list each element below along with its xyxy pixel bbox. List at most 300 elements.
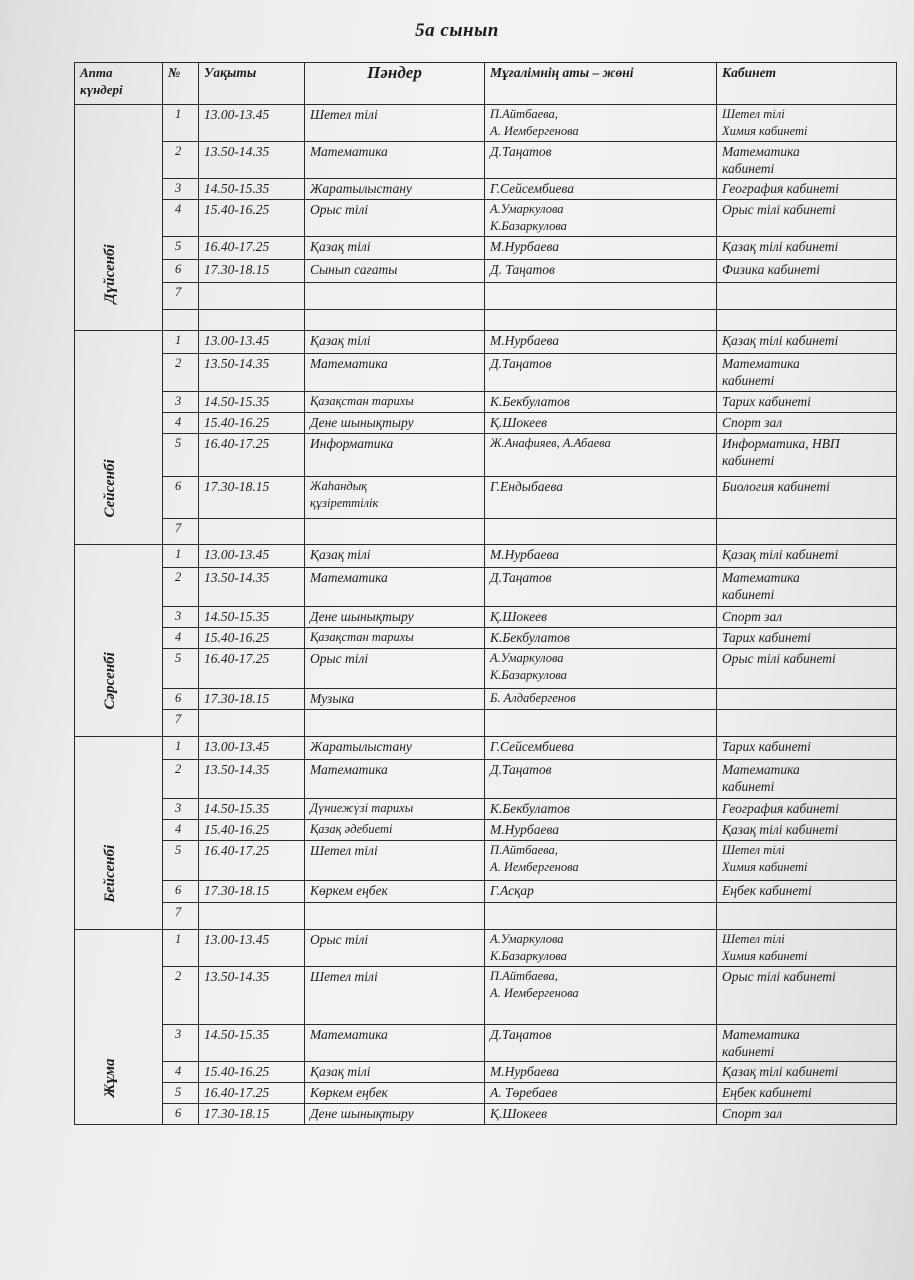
lesson-number-line: 2 [175, 969, 182, 983]
lesson-time-line: 17.30-18.15 [204, 479, 270, 494]
lesson-time [199, 237, 305, 260]
teacher-cell [485, 881, 717, 903]
day-label: Сейсенбі [101, 459, 118, 518]
table-row [75, 283, 897, 310]
subject-cell-line: Математика [310, 570, 388, 585]
lesson-number [163, 568, 199, 607]
teacher-cell-line: А.Умаркулова [490, 651, 564, 665]
teacher-cell-line: Д.Таңатов [490, 1027, 552, 1042]
lesson-time [199, 477, 305, 519]
lesson-time [199, 799, 305, 820]
teacher-cell [485, 799, 717, 820]
room-cell [717, 799, 897, 820]
subject-cell-line: Орыс тілі [310, 202, 369, 217]
room-cell-line: Орыс тілі кабинеті [722, 969, 836, 984]
room-cell-line: Орыс тілі кабинеті [722, 202, 836, 217]
teacher-cell [485, 545, 717, 568]
lesson-number [163, 607, 199, 628]
lesson-number [163, 967, 199, 1025]
lesson-time [199, 967, 305, 1025]
subject-cell [305, 237, 485, 260]
lesson-time-line: 13.00-13.45 [204, 739, 270, 754]
room-cell [717, 200, 897, 237]
teacher-cell-line: Қ.Шокеев [490, 1106, 547, 1121]
lesson-time [199, 545, 305, 568]
subject-cell [305, 930, 485, 967]
subject-cell [305, 903, 485, 930]
room-cell-line: Орыс тілі кабинеті [722, 651, 836, 666]
subject-cell [305, 392, 485, 413]
subject-cell-line: Шетел тілі [310, 107, 378, 122]
teacher-cell-line: П.Айтбаева, [490, 107, 558, 121]
lesson-number-line: 2 [175, 356, 182, 370]
day-label: Жұма [101, 1058, 118, 1098]
lesson-number [163, 200, 199, 237]
teacher-cell [485, 200, 717, 237]
table-row [75, 1083, 897, 1104]
subject-cell [305, 142, 485, 179]
table-row [75, 568, 897, 607]
lesson-number-line: 6 [175, 691, 182, 705]
subject-cell [305, 628, 485, 649]
room-cell-line: Тарих кабинеті [722, 630, 811, 645]
lesson-time-line: 16.40-17.25 [204, 843, 270, 858]
room-cell-line: Тарих кабинеті [722, 394, 811, 409]
lesson-number [163, 820, 199, 841]
teacher-cell-line: Г.Асқар [490, 883, 534, 898]
subject-cell [305, 841, 485, 881]
lesson-number [163, 260, 199, 283]
lesson-number-line: 4 [175, 822, 182, 836]
table-row [75, 607, 897, 628]
subject-cell-line: Қазақстан тарихы [310, 394, 414, 408]
lesson-time-line: 13.50-14.35 [204, 570, 270, 585]
subject-cell-line: Шетел тілі [310, 843, 378, 858]
lesson-time [199, 841, 305, 881]
teacher-cell [485, 413, 717, 434]
teacher-cell [485, 1025, 717, 1062]
subject-cell [305, 179, 485, 200]
subject-cell [305, 545, 485, 568]
lesson-time-line: 13.50-14.35 [204, 144, 270, 159]
header-num: № [163, 63, 199, 105]
subject-cell [305, 477, 485, 519]
lesson-number-line: 6 [175, 262, 182, 276]
room-cell-line: Спорт зал [722, 1106, 783, 1121]
room-cell [717, 1062, 897, 1083]
lesson-time-line: 13.00-13.45 [204, 932, 270, 947]
lesson-number [163, 283, 199, 310]
lesson-time [199, 392, 305, 413]
table-row [75, 820, 897, 841]
room-cell-line: Еңбек кабинеті [722, 1085, 812, 1100]
subject-cell-line: Орыс тілі [310, 932, 369, 947]
teacher-cell [485, 105, 717, 142]
subject-cell [305, 105, 485, 142]
room-cell-line: кабинеті [722, 587, 775, 602]
teacher-cell [485, 392, 717, 413]
lesson-number [163, 1083, 199, 1104]
lesson-time-line: 15.40-16.25 [204, 630, 270, 645]
lesson-number [163, 799, 199, 820]
table-row [75, 545, 897, 568]
lesson-number [163, 545, 199, 568]
room-cell [717, 710, 897, 737]
teacher-cell [485, 331, 717, 354]
table-row [75, 1104, 897, 1125]
table-row [75, 477, 897, 519]
lesson-time-line: 17.30-18.15 [204, 1106, 270, 1121]
lesson-time-line: 13.00-13.45 [204, 333, 270, 348]
day-label: Сәрсенбі [101, 652, 118, 710]
room-cell-line: Химия кабинеті [722, 860, 808, 874]
lesson-time-line: 17.30-18.15 [204, 262, 270, 277]
teacher-cell-line: П.Айтбаева, [490, 969, 558, 983]
header-subject: Пәндер [305, 63, 485, 105]
subject-cell [305, 689, 485, 710]
table-row [75, 799, 897, 820]
teacher-cell-line: М.Нурбаева [490, 1064, 559, 1079]
lesson-time-line: 13.50-14.35 [204, 762, 270, 777]
subject-cell [305, 1104, 485, 1125]
subject-cell-line: Математика [310, 1027, 388, 1042]
teacher-cell-line: А. Иембергенова [490, 986, 579, 1000]
lesson-time [199, 607, 305, 628]
teacher-cell [485, 237, 717, 260]
lesson-time [199, 628, 305, 649]
subject-cell [305, 710, 485, 737]
lesson-number-line: 6 [175, 479, 182, 493]
teacher-cell-line: Д.Таңатов [490, 144, 552, 159]
lesson-number-line: 5 [175, 239, 182, 253]
lesson-time [199, 710, 305, 737]
table-row [75, 310, 897, 331]
day-cell [75, 331, 163, 545]
lesson-number-line: 7 [175, 285, 182, 299]
subject-cell [305, 519, 485, 545]
teacher-cell [485, 737, 717, 760]
room-cell-line: кабинеті [722, 1044, 775, 1059]
lesson-number-line: 2 [175, 570, 182, 584]
subject-cell [305, 760, 485, 799]
room-cell [717, 737, 897, 760]
teacher-cell [485, 760, 717, 799]
room-cell-line: Тарих кабинеті [722, 739, 811, 754]
subject-cell-line: Сынып сағаты [310, 262, 398, 277]
lesson-time-line: 13.00-13.45 [204, 107, 270, 122]
lesson-time [199, 881, 305, 903]
lesson-time [199, 200, 305, 237]
subject-cell [305, 354, 485, 392]
room-cell [717, 628, 897, 649]
subject-cell [305, 200, 485, 237]
room-cell-line: Қазақ тілі кабинеті [722, 333, 839, 348]
day-cell [75, 105, 163, 331]
lesson-time-line: 15.40-16.25 [204, 822, 270, 837]
lesson-time-line: 14.50-15.35 [204, 394, 270, 409]
lesson-number [163, 628, 199, 649]
room-cell [717, 310, 897, 331]
lesson-time [199, 820, 305, 841]
lesson-time [199, 649, 305, 689]
room-cell-line: Биология кабинеті [722, 479, 830, 494]
lesson-time [199, 1083, 305, 1104]
teacher-cell [485, 967, 717, 1025]
table-row [75, 1062, 897, 1083]
lesson-time-line: 14.50-15.35 [204, 181, 270, 196]
subject-cell-line: Жаратылыстану [310, 181, 412, 196]
lesson-number-line: 1 [175, 333, 182, 347]
subject-cell-line: Қазақстан тарихы [310, 630, 414, 644]
teacher-cell [485, 477, 717, 519]
lesson-time [199, 179, 305, 200]
lesson-number [163, 105, 199, 142]
room-cell-line: Спорт зал [722, 609, 783, 624]
subject-cell [305, 967, 485, 1025]
table-row [75, 237, 897, 260]
subject-cell [305, 331, 485, 354]
room-cell-line: География кабинеті [722, 801, 839, 816]
subject-cell [305, 1025, 485, 1062]
room-cell [717, 392, 897, 413]
lesson-number [163, 649, 199, 689]
room-cell-line: Қазақ тілі кабинеті [722, 547, 839, 562]
subject-cell [305, 737, 485, 760]
teacher-cell-line: Г.Сейсембиева [490, 181, 575, 196]
header-days: Апта күндері [75, 63, 163, 105]
subject-cell-line: Қазақ тілі [310, 547, 371, 562]
room-cell [717, 568, 897, 607]
room-cell-line: кабинеті [722, 453, 775, 468]
lesson-number-line: 4 [175, 415, 182, 429]
lesson-time [199, 354, 305, 392]
table-row [75, 1025, 897, 1062]
lesson-time-line: 13.50-14.35 [204, 969, 270, 984]
subject-cell-line: құзіреттілік [310, 496, 379, 510]
lesson-time-line: 15.40-16.25 [204, 1064, 270, 1079]
lesson-number [163, 930, 199, 967]
room-cell [717, 689, 897, 710]
lesson-number-line: 4 [175, 202, 182, 216]
subject-cell-line: Дене шынықтыру [310, 609, 414, 624]
teacher-cell [485, 260, 717, 283]
room-cell-line: кабинеті [722, 161, 775, 176]
teacher-cell-line: А.Умаркулова [490, 932, 564, 946]
subject-cell [305, 799, 485, 820]
subject-cell [305, 881, 485, 903]
room-cell-line: Физика кабинеті [722, 262, 821, 277]
lesson-time-line: 14.50-15.35 [204, 609, 270, 624]
lesson-time [199, 519, 305, 545]
subject-cell-line: Дүниежүзі тарихы [310, 801, 414, 815]
teacher-cell-line: Б. Алдабергенов [490, 691, 576, 705]
teacher-cell [485, 628, 717, 649]
lesson-time [199, 283, 305, 310]
subject-cell-line: Математика [310, 144, 388, 159]
table-row [75, 689, 897, 710]
lesson-time [199, 903, 305, 930]
day-label: Дүйсенбі [101, 244, 118, 304]
table-row [75, 967, 897, 1025]
teacher-cell [485, 1104, 717, 1125]
room-cell-line: Қазақ тілі кабинеті [722, 239, 839, 254]
lesson-number [163, 310, 199, 331]
teacher-cell [485, 689, 717, 710]
subject-cell-line: Жаратылыстану [310, 739, 412, 754]
lesson-time-line: 16.40-17.25 [204, 436, 270, 451]
subject-cell-line: Дене шынықтыру [310, 1106, 414, 1121]
subject-cell-line: Дене шынықтыру [310, 415, 414, 430]
lesson-number-line: 3 [175, 394, 182, 408]
teacher-cell [485, 310, 717, 331]
subject-cell [305, 283, 485, 310]
teacher-cell-line: К.Базаркулова [490, 668, 567, 682]
teacher-cell-line: Д. Таңатов [490, 262, 555, 277]
teacher-cell-line: К.Базаркулова [490, 949, 567, 963]
teacher-cell [485, 820, 717, 841]
room-cell [717, 519, 897, 545]
teacher-cell [485, 519, 717, 545]
teacher-cell-line: А.Умаркулова [490, 202, 564, 216]
lesson-time [199, 930, 305, 967]
lesson-time [199, 260, 305, 283]
table-row [75, 354, 897, 392]
lesson-number-line: 7 [175, 521, 182, 535]
lesson-number [163, 179, 199, 200]
table-row [75, 413, 897, 434]
lesson-time-line: 13.50-14.35 [204, 356, 270, 371]
teacher-cell-line: К.Базаркулова [490, 219, 567, 233]
lesson-time [199, 568, 305, 607]
room-cell-line: Информатика, НВП [722, 436, 840, 451]
room-cell-line: кабинеті [722, 779, 775, 794]
room-cell [717, 413, 897, 434]
teacher-cell-line: Г.Сейсембиева [490, 739, 575, 754]
table-row [75, 142, 897, 179]
header-time: Уақыты [199, 63, 305, 105]
teacher-cell [485, 179, 717, 200]
room-cell-line: Қазақ тілі кабинеті [722, 822, 839, 837]
teacher-cell-line: К.Бекбулатов [490, 394, 570, 409]
teacher-cell-line: К.Бекбулатов [490, 801, 570, 816]
lesson-number-line: 2 [175, 144, 182, 158]
room-cell [717, 760, 897, 799]
table-row [75, 649, 897, 689]
teacher-cell-line: А. Төребаев [490, 1085, 558, 1100]
lesson-time-line: 17.30-18.15 [204, 883, 270, 898]
teacher-cell-line: Ж.Анафияев, А.Абаева [490, 436, 611, 450]
teacher-cell [485, 568, 717, 607]
teacher-cell [485, 354, 717, 392]
lesson-number [163, 237, 199, 260]
room-cell-line: Химия кабинеті [722, 124, 808, 138]
subject-cell-line: Математика [310, 356, 388, 371]
subject-cell-line: Қазақ әдебиеті [310, 822, 393, 836]
lesson-time [199, 1062, 305, 1083]
table-row [75, 179, 897, 200]
room-cell [717, 331, 897, 354]
lesson-number [163, 1062, 199, 1083]
lesson-time-line: 15.40-16.25 [204, 415, 270, 430]
subject-cell [305, 1062, 485, 1083]
lesson-number-line: 4 [175, 1064, 182, 1078]
lesson-number-line: 1 [175, 547, 182, 561]
teacher-cell-line: А. Иембергенова [490, 860, 579, 874]
lesson-number-line: 5 [175, 651, 182, 665]
lesson-time [199, 310, 305, 331]
lesson-number [163, 689, 199, 710]
subject-cell [305, 260, 485, 283]
lesson-number-line: 3 [175, 609, 182, 623]
subject-cell [305, 1083, 485, 1104]
room-cell-line: Шетел тілі [722, 932, 785, 946]
day-cell [75, 737, 163, 930]
teacher-cell [485, 434, 717, 477]
teacher-cell [485, 710, 717, 737]
table-row [75, 519, 897, 545]
room-cell [717, 260, 897, 283]
subject-cell [305, 649, 485, 689]
room-cell [717, 1025, 897, 1062]
lesson-number [163, 881, 199, 903]
lesson-time [199, 1025, 305, 1062]
lesson-time-line: 14.50-15.35 [204, 1027, 270, 1042]
table-row [75, 434, 897, 477]
lesson-number-line: 6 [175, 1106, 182, 1120]
table-row [75, 760, 897, 799]
header-teacher: Мұғалімнің аты – жөні [485, 63, 717, 105]
subject-cell-line: Көркем еңбек [310, 1085, 388, 1100]
teacher-cell-line: М.Нурбаева [490, 333, 559, 348]
room-cell-line: Спорт зал [722, 415, 783, 430]
teacher-cell-line: М.Нурбаева [490, 239, 559, 254]
room-cell [717, 179, 897, 200]
room-cell-line: Еңбек кабинеті [722, 883, 812, 898]
teacher-cell-line: Қ.Шокеев [490, 609, 547, 624]
header-room: Кабинет [717, 63, 897, 105]
room-cell-line: Математика [722, 570, 800, 585]
lesson-number [163, 903, 199, 930]
room-cell [717, 283, 897, 310]
room-cell-line: Қазақ тілі кабинеті [722, 1064, 839, 1079]
lesson-time [199, 737, 305, 760]
lesson-number-line: 2 [175, 762, 182, 776]
lesson-number [163, 354, 199, 392]
teacher-cell-line: Д.Таңатов [490, 762, 552, 777]
lesson-time [199, 434, 305, 477]
lesson-number-line: 1 [175, 107, 182, 121]
teacher-cell-line: Д.Таңатов [490, 356, 552, 371]
lesson-number-line: 4 [175, 630, 182, 644]
table-row [75, 200, 897, 237]
lesson-number-line: 7 [175, 905, 182, 919]
subject-cell-line: Информатика [310, 436, 394, 451]
room-cell [717, 607, 897, 628]
lesson-number-line: 1 [175, 932, 182, 946]
teacher-cell-line: Г.Ендыбаева [490, 479, 564, 494]
room-cell [717, 354, 897, 392]
teacher-cell [485, 1083, 717, 1104]
lesson-number-line: 3 [175, 801, 182, 815]
lesson-number-line: 5 [175, 843, 182, 857]
lesson-time-line: 14.50-15.35 [204, 801, 270, 816]
lesson-time [199, 760, 305, 799]
table-row [75, 392, 897, 413]
lesson-time-line: 16.40-17.25 [204, 1085, 270, 1100]
subject-cell-line: Қазақ тілі [310, 239, 371, 254]
lesson-number [163, 434, 199, 477]
lesson-time [199, 105, 305, 142]
